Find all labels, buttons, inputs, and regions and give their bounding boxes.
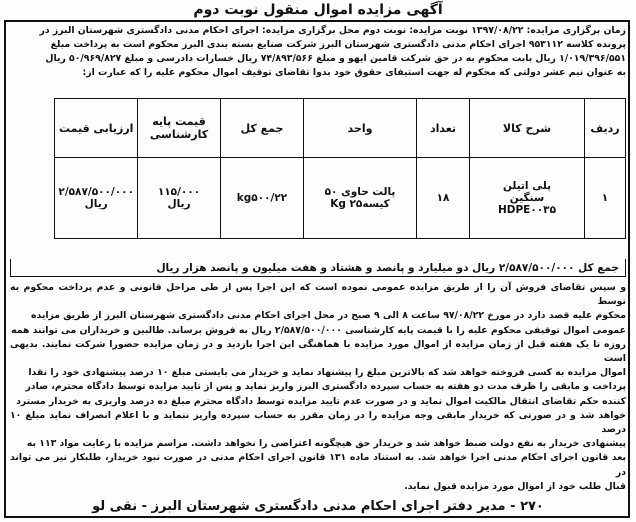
intro-line: به عنوان نیم عشر دولتی که محکوم له جهت استیفای حقوق خود بدوا تقاضای توقیف اموال محکوم علیه را که عبارت از: [82, 67, 626, 78]
body-line: خواهد شد و در صورتی که خریدار مابقی وجه مزایده را در زمان مقرر به حساب سپرده واریز ننماید و با اعلام انصراف نماید مبلغ ۱۰ درصد [10, 409, 626, 436]
cell-description-line: HDPE۰۰۳۵ [497, 204, 556, 216]
body-line: قبال طلب خود از اموال مورد مزایده قبول نماید. [404, 480, 626, 492]
items-table [54, 98, 626, 239]
header-base-price-line: کارشناسی [149, 128, 209, 141]
body-line: پیشنهادی خریدار به نفع دولت ضبط خواهد شد و خریدار حق هیچگونه اعتراضی را نخواهد داشت. مراسم مزایده با رعایت مواد ۱۱۳ به [26, 438, 626, 450]
cell-unit-line: کیسه۲۵ Kg [330, 198, 390, 210]
table-header-row [55, 99, 626, 158]
cell-unit [304, 158, 417, 239]
header-total: جمع کل [221, 99, 304, 158]
table-total-row: جمع کل ۲/۵۸۷/۵۰۰/۰۰۰ ریال دو میلیارد و پانصد و هشتاد و هفت میلیون و پانصد هزار ریال [10, 259, 626, 277]
header-base-price-line: قیمت پایه [152, 115, 206, 128]
cell-base-price-line: ۱۱۵/۰۰۰ [157, 186, 201, 198]
intro-line: ۱/۰۱۹/۳۹۶/۵۵۱ ریال بابت محکوم به در حق شرکت قامین ایهو و مبلغ ۷۴/۸۹۳/۵۶۶ ریال خسارات دادرسی و مبلغ ۵۰/۹۶۹/۸۲۷ ریال [45, 53, 626, 64]
cell-appraisal-line: ۲/۵۸۷/۵۰۰/۰۰۰ [58, 186, 134, 198]
intro-line: زمان برگزاری مزایده: ۱۳۹۷/۰۸/۲۲ نوبت مزایده: نوبت دوم محل برگزاری مزایده: اجرای احکام مدنی دادگستری شهرستان البرز در [39, 25, 626, 36]
header-description: شرح کالا [470, 99, 585, 158]
cell-unit-line: پالت حاوی ۵۰ [324, 186, 396, 198]
body-paragraph [10, 281, 626, 494]
notice-footer: ۲۷۰ - مدیر دفتر اجرای احکام مدنی دادگستری شهرستان البرز - نقی لو [92, 499, 544, 514]
cell-appraisal [55, 158, 138, 239]
body-line: محکوم علیه قصد دارد در مورخ ۹۷/۰۸/۲۲ ساعت ۸ الی ۹ صبح در محل اجرای احکام مدنی دادگستری شهرستان البرز از طریق مزایده [30, 310, 626, 322]
body-line: اموال مزایده به کسی فروخته خواهد شد که بالاترین مبلغ را پیشنهاد نماید و خریدار می بایستی مبلغ ۱۰ درصد پیشنهادی خود را نقدا [28, 367, 626, 379]
body-line: عمومی اموال توقیفی محکوم علیه را با قیمت پایه کارشناسی ۲/۵۸۷/۵۰۰/۰۰۰ ریال به فروش برساند. طالبین و خریداران می توانند همه [11, 324, 626, 336]
body-line: روزه تا یک هفته قبل از زمان مزایده از اموال مورد مزایده با هماهنگی این اجرا بازدید و در زمان مزایده حضورا شرکت نمایند. بدیهی است [10, 338, 626, 365]
cell-base-price-line: ریال [167, 198, 191, 210]
header-base-price [138, 99, 221, 158]
intro-line: پرونده کلاسه ۹۵۳۱۱۲ اجرای احکام مدنی دادگستری شهرستان البرز شرکت صنایع بسته بندی البرز محکوم است به پرداخت مبلغ [50, 39, 626, 50]
body-line: و سپس تقاضای فروش آن را از طریق مزایده عمومی نموده است که این اجرا پس از طی مراحل قانونی و عدم پرداخت محکوم به توسط [10, 282, 626, 308]
cell-description-line: پلی اتیلن [502, 180, 552, 192]
cell-quantity: ۱۸ [417, 158, 470, 239]
cell-radif: ۱ [585, 158, 626, 239]
cell-description-line: سنگین [509, 192, 545, 204]
body-line: کننده حکم تقاضای انتقال مالکیت اموال نماید و در صورت عدم تایید مزایده توسط دادگاه محترم مبلغ ده درصد واریزی به خریدار مسترد [16, 395, 626, 407]
cell-description [470, 158, 585, 239]
header-quantity: تعداد [417, 99, 470, 158]
cell-base-price [138, 158, 221, 239]
body-line: پرداخت و مابقی را ظرف مدت دو هفته به حساب سپرده دادگستری البرز واریز نماید و پس از تایید مزایده توسط دادگاه محترم، صادر [25, 381, 626, 393]
header-unit: واحد [304, 99, 417, 158]
cell-appraisal-line: ریال [84, 198, 108, 210]
cell-total: ۲۲/kg۵۰۰ [221, 158, 304, 239]
body-line: بعد قانون اجرای احکام مدنی اجرا خواهد شد. به استناد ماده ۱۳۱ قانون اجرای احکام مدنی در صورت نبود خریدار، طلبکار نیز می تواند در [10, 452, 626, 478]
header-appraisal: ارزیابی قیمت [55, 99, 138, 158]
notice-title: آگهی مزایده اموال منقول نوبت دوم [193, 2, 443, 18]
table-row [55, 158, 626, 239]
header-radif: ردیف [585, 99, 626, 158]
intro-paragraph [10, 24, 626, 80]
